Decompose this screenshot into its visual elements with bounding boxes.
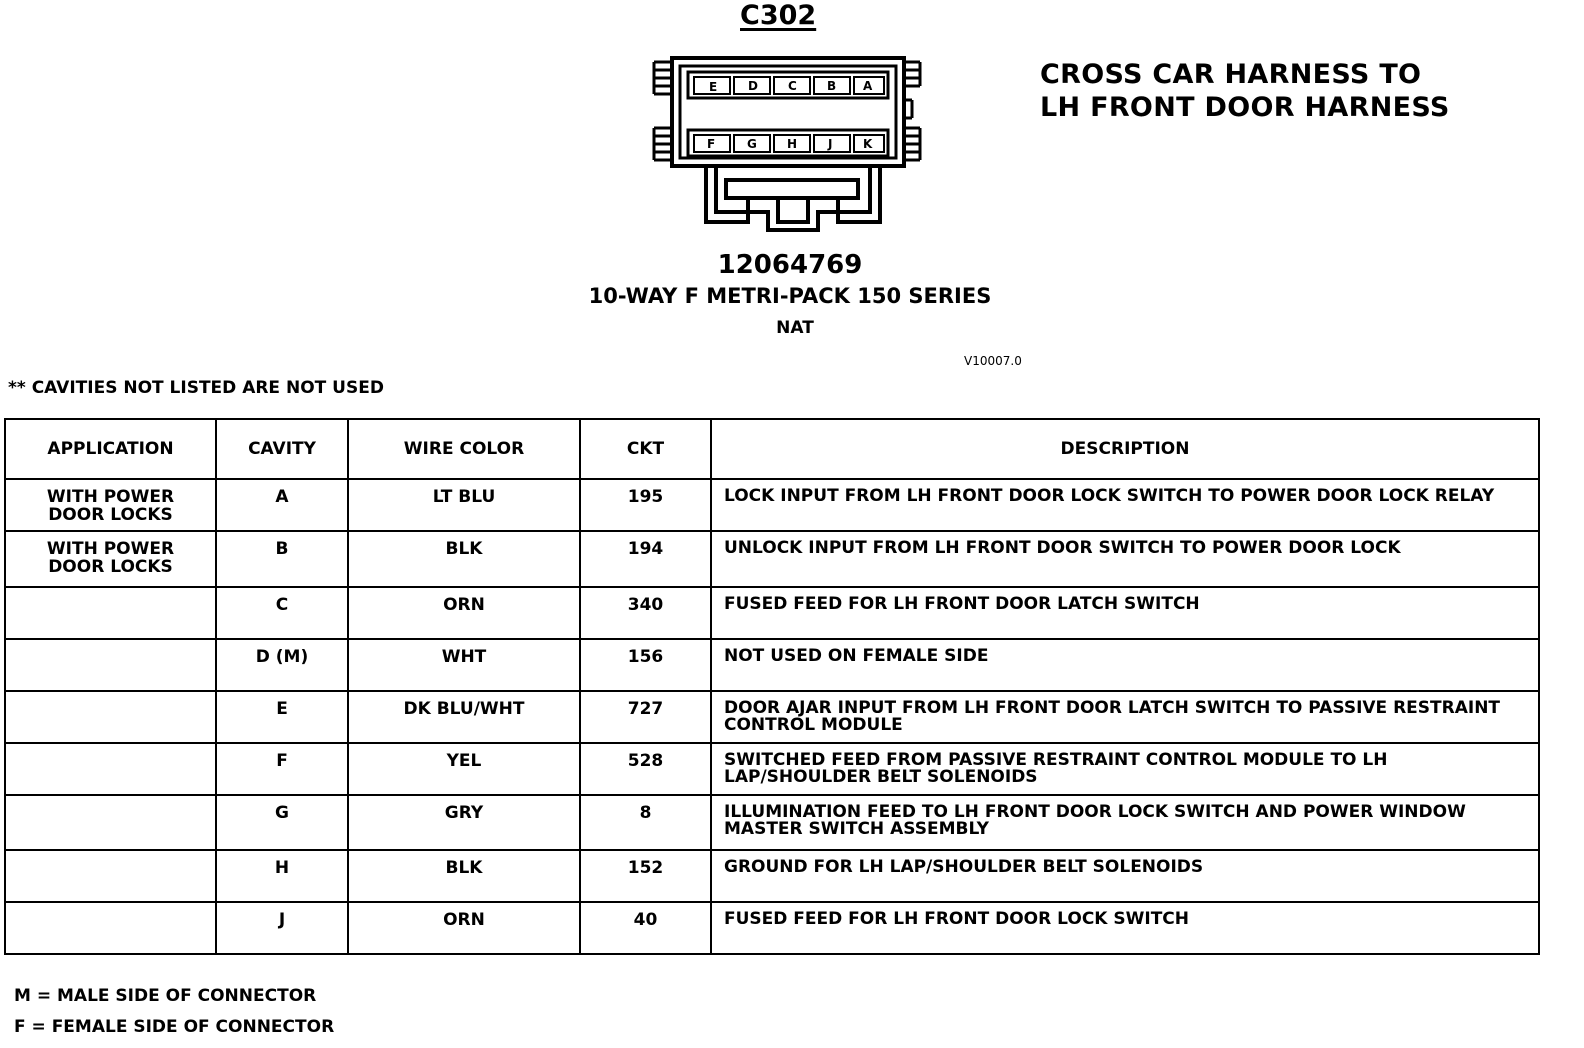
cell-ckt: 8 bbox=[580, 795, 711, 850]
cavity-label-g: G bbox=[747, 137, 757, 151]
cell-cavity: D (M) bbox=[216, 639, 348, 691]
connector-face-diagram bbox=[650, 52, 925, 237]
cavity-table bbox=[4, 418, 1540, 955]
table-row bbox=[5, 691, 1539, 743]
header-wire-color: WIRE COLOR bbox=[348, 419, 580, 479]
harness-title: CROSS CAR HARNESS TO LH FRONT DOOR HARNESS bbox=[1040, 59, 1450, 123]
right-side-ribs bbox=[904, 62, 920, 160]
cell-wire-color: BLK bbox=[348, 850, 580, 902]
table-row bbox=[5, 587, 1539, 639]
connector-series: 10-WAY F METRI-PACK 150 SERIES bbox=[588, 284, 992, 308]
cell-application bbox=[5, 850, 216, 902]
legend-male: M = MALE SIDE OF CONNECTOR bbox=[14, 986, 317, 1006]
cell-cavity: C bbox=[216, 587, 348, 639]
connector-id: C302 bbox=[740, 0, 817, 31]
cell-description: FUSED FEED FOR LH FRONT DOOR LATCH SWITCH bbox=[711, 587, 1539, 639]
header-description: DESCRIPTION bbox=[711, 419, 1539, 479]
cell-description: LOCK INPUT FROM LH FRONT DOOR LOCK SWITCH TO POWER DOOR LOCK RELAY bbox=[711, 479, 1539, 531]
cell-description: GROUND FOR LH LAP/SHOULDER BELT SOLENOIDS bbox=[711, 850, 1539, 902]
locking-tab bbox=[706, 166, 880, 230]
cell-wire-color: GRY bbox=[348, 795, 580, 850]
cell-cavity: F bbox=[216, 743, 348, 795]
table-row bbox=[5, 639, 1539, 691]
cell-ckt: 40 bbox=[580, 902, 711, 954]
header-ckt: CKT bbox=[580, 419, 711, 479]
cell-application bbox=[5, 691, 216, 743]
table-row bbox=[5, 902, 1539, 954]
table-row bbox=[5, 795, 1539, 850]
cell-wire-color: DK BLU/WHT bbox=[348, 691, 580, 743]
cavity-label-e: E bbox=[709, 80, 718, 94]
cell-ckt: 152 bbox=[580, 850, 711, 902]
cavity-label-c: C bbox=[788, 79, 797, 93]
cavity-label-h: H bbox=[787, 137, 798, 151]
cell-cavity: A bbox=[216, 479, 348, 531]
cell-ckt: 727 bbox=[580, 691, 711, 743]
part-number: 12064769 bbox=[717, 250, 863, 280]
cell-ckt: 340 bbox=[580, 587, 711, 639]
cell-application bbox=[5, 902, 216, 954]
cell-application: WITH POWER DOOR LOCKS bbox=[5, 479, 216, 531]
cell-application bbox=[5, 743, 216, 795]
left-side-ribs bbox=[654, 62, 672, 160]
cell-wire-color: YEL bbox=[348, 743, 580, 795]
cell-ckt: 194 bbox=[580, 531, 711, 587]
cavity-label-j: J bbox=[828, 137, 833, 151]
connector-variant: NAT bbox=[776, 318, 814, 338]
table-header-row bbox=[5, 419, 1539, 479]
cell-application bbox=[5, 795, 216, 850]
cell-cavity: E bbox=[216, 691, 348, 743]
cell-description: DOOR AJAR INPUT FROM LH FRONT DOOR LATCH SWITCH TO PASSIVE RESTRAINT CONTROL MODULE bbox=[711, 691, 1539, 743]
cell-wire-color: WHT bbox=[348, 639, 580, 691]
cell-description: SWITCHED FEED FROM PASSIVE RESTRAINT CONTROL MODULE TO LH LAP/SHOULDER BELT SOLENOIDS bbox=[711, 743, 1539, 795]
cell-description: ILLUMINATION FEED TO LH FRONT DOOR LOCK SWITCH AND POWER WINDOW MASTER SWITCH ASSEMBLY bbox=[711, 795, 1539, 850]
cell-application bbox=[5, 587, 216, 639]
reference-code: V10007.0 bbox=[964, 354, 1022, 368]
table-row bbox=[5, 479, 1539, 531]
cell-wire-color: ORN bbox=[348, 587, 580, 639]
cavity-label-a: A bbox=[863, 79, 873, 93]
cell-application: WITH POWER DOOR LOCKS bbox=[5, 531, 216, 587]
cell-ckt: 528 bbox=[580, 743, 711, 795]
cell-description: NOT USED ON FEMALE SIDE bbox=[711, 639, 1539, 691]
cavity-label-b: B bbox=[827, 79, 837, 93]
table-row bbox=[5, 531, 1539, 587]
cell-wire-color: ORN bbox=[348, 902, 580, 954]
cell-wire-color: LT BLU bbox=[348, 479, 580, 531]
cell-ckt: 156 bbox=[580, 639, 711, 691]
cell-application bbox=[5, 639, 216, 691]
cell-cavity: B bbox=[216, 531, 348, 587]
cell-ckt: 195 bbox=[580, 479, 711, 531]
table-row bbox=[5, 850, 1539, 902]
cell-cavity: G bbox=[216, 795, 348, 850]
cavity-label-f: F bbox=[707, 137, 716, 151]
legend-female: F = FEMALE SIDE OF CONNECTOR bbox=[14, 1017, 335, 1037]
table-row bbox=[5, 743, 1539, 795]
cell-cavity: H bbox=[216, 850, 348, 902]
unused-cavities-note: ** CAVITIES NOT LISTED ARE NOT USED bbox=[8, 378, 384, 398]
header-cavity: CAVITY bbox=[216, 419, 348, 479]
cell-description: FUSED FEED FOR LH FRONT DOOR LOCK SWITCH bbox=[711, 902, 1539, 954]
cavity-label-d: D bbox=[748, 79, 758, 93]
cell-wire-color: BLK bbox=[348, 531, 580, 587]
cavity-label-k: K bbox=[863, 137, 873, 151]
cell-description: UNLOCK INPUT FROM LH FRONT DOOR SWITCH TO POWER DOOR LOCK bbox=[711, 531, 1539, 587]
header-application: APPLICATION bbox=[5, 419, 216, 479]
cell-cavity: J bbox=[216, 902, 348, 954]
